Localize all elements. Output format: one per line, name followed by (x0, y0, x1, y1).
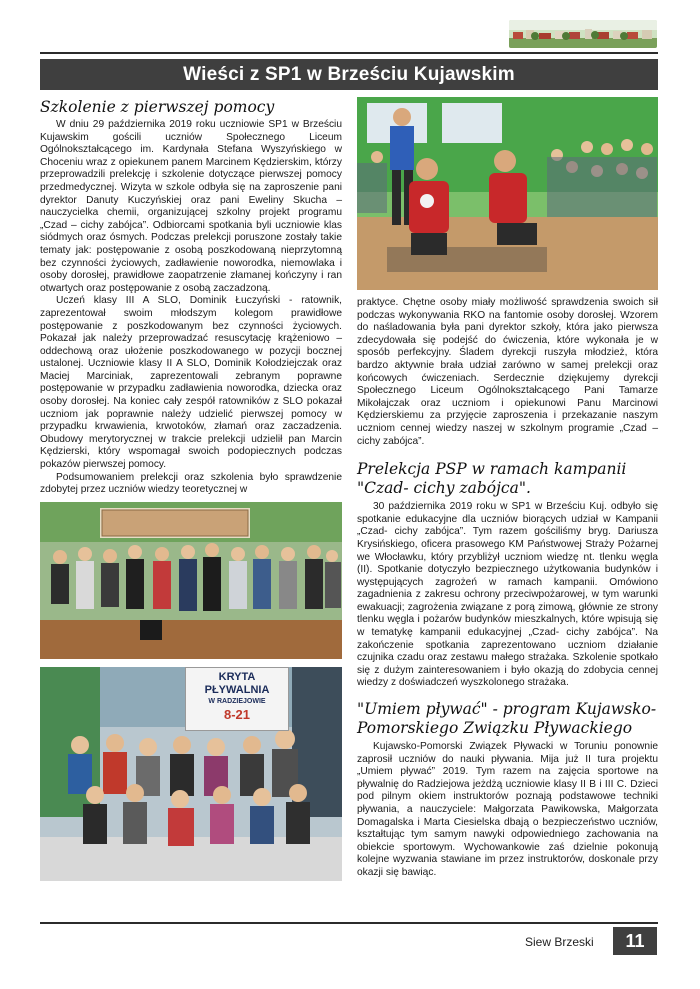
right-column (357, 97, 658, 880)
pool-sign-line1: KRYTA (218, 670, 256, 683)
pool-sign-line2: PŁYWALNIA (204, 683, 270, 696)
section-title: Wieści z SP1 w Brześciu Kujawskim (183, 63, 515, 85)
left-column (40, 98, 342, 881)
article-psp-p1: 30 października 2019 roku w SP1 w Brześciu Kuj. odbyło się spotkanie edukacyjne dla uczniów biorących udział w Kampanii „Czad- cichy zabójca”. Tym razem gościliśmy bryg. Dariusza Krysińskiego, oficera prasowego KM Państwowej Straży Pożarnej we Włocławku, który przybliżył uczniom wiedzę nt. tlenku węgla (II). Spotkanie dotyczyło bezpiecznego użytkowania budynków i występujących zagrożeń w ramach kampanii. Omówiono zagadnienia z zakresu ochrony przeciwpożarowej, w tym warunki ewakuacji; zagrożenia związane z porą zimową, głównie ze strony tlenku węgla i pożarów budynków mieszkalnych, które wpisują się w tematykę kampanii edukacyjnej „Czad- cichy zabójca”. Na zakończenie spotkania zaprezentowano uczniom działanie czujnika czadu oraz zestawu małego strażaka. Szkolenie spotkało się z dużym zainteresowaniem i było okazją do zdobycia cennej wiedzy z doświadczeń wyszkolonego strażaka. (357, 501, 658, 689)
article-first-aid-p4: praktyce. Chętne osoby miały możliwość sprawdzenia swoich sił podczas wykonywania RKO na fantomie osoby dorosłej. Wzorem do naśladowania była pani dyrektor szkoły, która jako pierwsza zdecydowała się podejść do ćwiczenia, które wykonała je w sposób perfekcyjny. Śladem dyrekcji ruszyła młodzież, która bardzo aktywnie brała udział zarówno w samej prelekcji oraz końcowych ćwiczeniach. Serdecznie dziękujemy dyrekcji Społecznego Liceum Ogólnokształcącego Pani Tamarze Mikołajczak oraz uczniom i opiekunowi Panu Marcinowi Kędzierskiemu za przyjęcie zaproszenia i przekazanie naszym uczniom cennej wiedzy naszej w szkolnym programie „Czad – cichy zabójca”. (357, 297, 658, 447)
article-swim-p1: Kujawsko-Pomorski Związek Pływacki w Toruniu ponownie zaprosił uczniów do nauki pływania. Mija już II tura projektu „Umiem pływać” 2019. Tym razem na zajęcia sportowe na pływalnię do Radziejowa jeżdżą uczniowie klasy II B i III C. Dzieci pod pilnym okiem instruktorów poznają podstawowe techniki pływania, a nauczyciele: Małgorzata Pawikowska, Małgorzata Domagalska i Marta Ciesielska dbają o bezpieczeństwo uczniów, kształtując tym samym nawyki odpowiedniego zachowania na obiekcie sportowym. Wychowankowie zaś dzielnie pokonują kolejne wyzwania stawiane im przez instruktorów, doskonale przy okazji się bawiąc. (357, 741, 658, 878)
article-swim-title-line2: Pomorskiego Związku Pływackiego (357, 719, 633, 738)
article-first-aid-p3: Podsumowaniem prelekcji oraz szkolenia było sprawdzenie zdobytej przez uczniów wiedzy teoretycznej w (40, 471, 342, 496)
article-psp-title (357, 460, 658, 498)
footer-publication: Siew Brzeski (525, 935, 594, 949)
photo-students-group (40, 502, 342, 659)
header-village-image (509, 20, 657, 48)
article-psp-title-line2: "Czad- cichy zabójca". (357, 479, 531, 498)
article-swim-title-line1: "Umiem pływać" - program Kujawsko- (357, 700, 657, 719)
article-swim-title (357, 700, 658, 738)
article-first-aid-title: Szkolenie z pierwszej pomocy (40, 98, 275, 116)
photo-cpr-training (357, 97, 658, 290)
pool-sign-hours: 8-21 (223, 706, 251, 722)
section-banner (40, 59, 658, 90)
top-rule (40, 52, 658, 54)
pool-sign-line3: W RADZIEJOWIE (208, 697, 266, 705)
article-psp-title-line1: Prelekcja PSP w ramach kampanii (357, 460, 627, 479)
article-first-aid-p2: Uczeń klasy III A SLO, Dominik Łuczyński - ratownik, zaprezentował swoim młodszym kolegom prawidłowe postępowanie z poszkodowanym bez czynności życiowych. Pokazał jak należy przeprowadzać resuscytację krążeniowo – oddechową oraz ułożenie poszkodowanego w pozycji bocznej ustalonej. Uczniowie klasy II A SLO, Dominik Kołodziejczak oraz Maciej Marciniak, zaprezentowali zebranym poprawne postępowanie w przypadku zadławienia noworodka, dziecka oraz osoby dorosłej. Na koniec cały zespół ratowników z SLO pokazał uczniom jak poprawnie należy udzielić pierwszej pomocy w przypadku krwawienia, krwotoków, złamań oraz zaczadzenia. Obudowy merytorycznej w trakcie prelekcji udzielił pan Marcin Kędzierski, który wspomagał swoich podopiecznych podczas pokazów pierwszej pomocy. (40, 295, 342, 471)
article-first-aid-p1: W dniu 29 października 2019 roku uczniowie SP1 w Brześciu Kujawskim gościli uczniów Społecznego Liceum Ogólnokształcącego im. Kardynała Stefana Wyszyńskiego w Choceniu wraz z opiekunem panem Marcinem Kędzierskim, którzy przeprowadzili prelekcję i szkolenie dotyczące pierwszej pomocy przedmedycznej. Wizyta w szkole odbyła się na zaproszenie pani dyrektor Danuty Kuczyńskiej oraz pani Eweliny Skucha – nauczycielka chemii, organizującej szkolny projekt programu „Czad – cichy zabójca”. Odbiorcami spotkania byli uczniowie klas siódmych oraz ósmych. Podczas prelekcji poruszone zostały takie tematy jak: postępowanie z osobą poszkodowaną nieprzytomną bez czynności życiowych, zadławienie noworodka, niemowlaka i osoby dorosłej, prawidłowe zaopatrzenie złamanej kończyny i ran otwartych oraz postępowanie z osobą zaczadzoną. (40, 119, 342, 294)
page-number: 11 (613, 927, 657, 955)
bottom-rule (40, 922, 658, 924)
pool-sign (185, 667, 289, 731)
photo-pool-children (40, 667, 342, 881)
